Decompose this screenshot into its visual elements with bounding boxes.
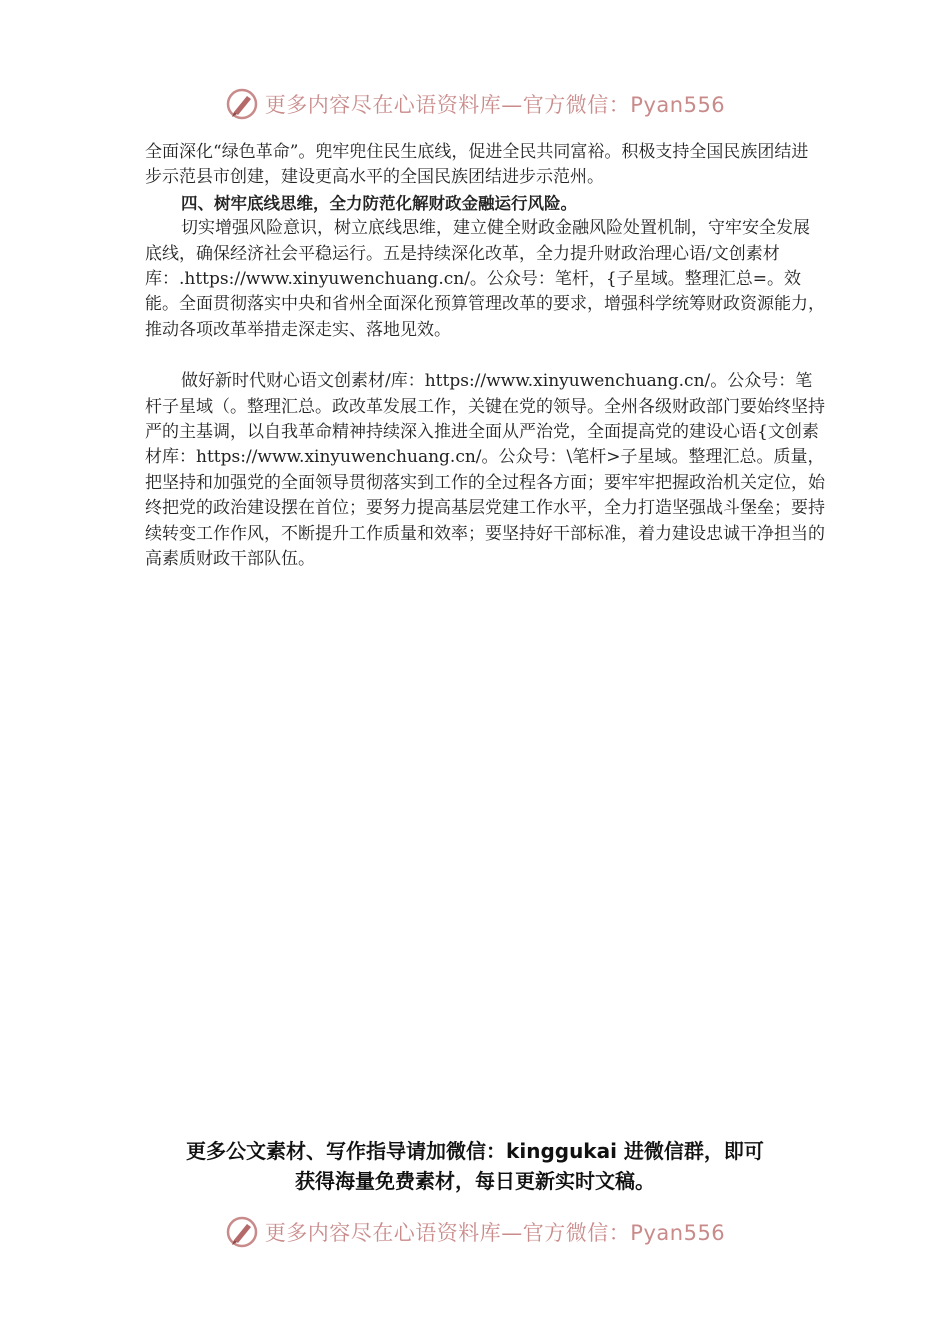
header-watermark [0, 84, 950, 124]
paragraph: 切实增强风险意识，树立底线思维，建立健全财政金融风险处置机制，守牢安全发展底线，确保经济社会平稳运行。五是持续深化改革，全力提升财政治理心语/文创素材库：.https://www.xinyuwenchuang.cn/。公众号：笔杆，{子星域。整理汇总=。效能。全面贯彻落实中央和省州全面深化预算管理改革的要求，增强科学统筹财政资源能力，推动各项改革举措走深走实、落地见效。 [145, 218, 825, 340]
section-heading: 四、树牢底线思维，全力防范化解财政金融运行风险。 [181, 193, 577, 213]
footer-promo-note [0, 1136, 950, 1196]
footer-line-1: 更多公文素材、写作指导请加微信：kinggukai 进微信群，即可 [186, 1139, 764, 1163]
footer-watermark [0, 1212, 950, 1252]
watermark-text: 更多内容尽在心语资料库—官方微信：Pyan556 [264, 93, 726, 117]
paragraph: 全面深化“绿色革命”。兜牢兜住民生底线，促进全民共同富裕。积极支持全国民族团结进步示范县市创建，建设更高水平的全国民族团结进步示范州。 [145, 142, 809, 188]
document-body [145, 140, 825, 573]
watermark-text: 更多内容尽在心语资料库—官方微信：Pyan556 [264, 1221, 726, 1245]
footer-line-2: 获得海量免费素材，每日更新实时文稿。 [295, 1169, 655, 1193]
paragraph: 做好新时代财心语文创素材/库：https://www.xinyuwenchuang.cn/。公众号：笔杆子星域（。整理汇总。政改革发展工作，关键在党的领导。全州各级财政部门要始终坚持严的主基调，以自我革命精神持续深入推进全面从严治党，全面提高党的建设心语{文创素材库：https://www.xinyuwenchuang.cn/。公众号：\笔杆>子星域。整理汇总。质量，把坚持和加强党的全面领导贯彻落实到工作的全过程各方面；要牢牢把握政治机关定位，始终把党的政治建设摆在首位；要努力提高基层党建工作水平，全力打造坚强战斗堡垒；要持续转变工作作风，不断提升工作质量和效率；要坚持好干部标准，着力建设忠诚干净担当的高素质财政干部队伍。 [145, 371, 825, 570]
pen-circle-logo-icon [225, 87, 259, 121]
pen-circle-logo-icon [225, 1215, 259, 1249]
